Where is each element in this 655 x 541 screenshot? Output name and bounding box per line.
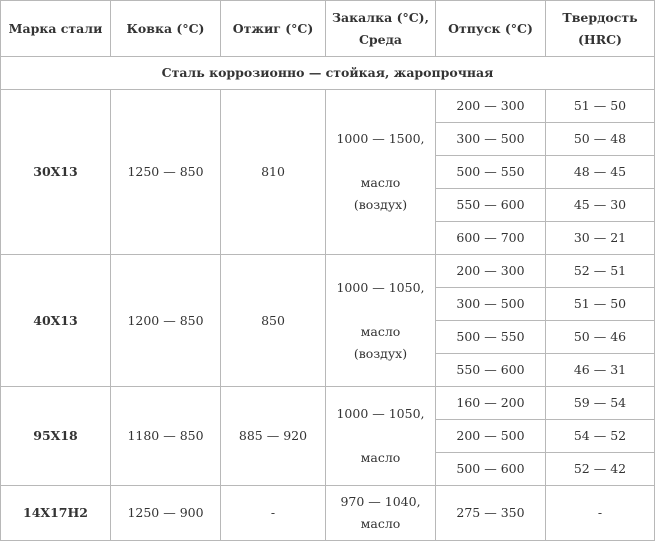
- hardness-cell: 50 — 48: [546, 123, 655, 156]
- tempering-cell: 200 — 300: [436, 90, 546, 123]
- table-row: [1, 255, 655, 288]
- table-row: [1, 486, 655, 541]
- quench-temp: 970 — 1040,: [340, 494, 421, 509]
- header-forging: Ковка (°С): [111, 1, 221, 57]
- quench-medium: масло: [360, 450, 401, 465]
- tempering-cell: 200 — 300: [436, 255, 546, 288]
- annealing-cell: -: [221, 486, 326, 541]
- tempering-cell: 600 — 700: [436, 222, 546, 255]
- quench-medium-alt: (воздух): [353, 345, 408, 361]
- section-row: [1, 57, 655, 90]
- forging-cell: 1250 — 900: [111, 486, 221, 541]
- annealing-cell: 810: [221, 90, 326, 255]
- header-hardness: [546, 1, 655, 57]
- header-quenching-line1: Закалка (°С),: [332, 9, 429, 25]
- annealing-cell: 885 — 920: [221, 387, 326, 486]
- forging-cell: 1250 — 850: [111, 90, 221, 255]
- tempering-cell: 200 — 500: [436, 420, 546, 453]
- tempering-cell: 500 — 600: [436, 453, 546, 486]
- quench-temp: 1000 — 1050,: [336, 406, 425, 421]
- hardness-cell: 30 — 21: [546, 222, 655, 255]
- tempering-cell: 300 — 500: [436, 123, 546, 156]
- table-row: [1, 387, 655, 420]
- quench-medium: масло: [360, 516, 401, 531]
- section-title: Сталь коррозионно — стойкая, жаропрочная: [1, 57, 655, 90]
- hardness-cell: 46 — 31: [546, 354, 655, 387]
- header-tempering: Отпуск (°С): [436, 1, 546, 57]
- hardness-cell: 45 — 30: [546, 189, 655, 222]
- quenching-cell: [326, 255, 436, 387]
- tempering-cell: 500 — 550: [436, 321, 546, 354]
- hardness-cell: 52 — 42: [546, 453, 655, 486]
- hardness-cell: 48 — 45: [546, 156, 655, 189]
- quenching-cell: [326, 90, 436, 255]
- hardness-cell: 51 — 50: [546, 288, 655, 321]
- quench-temp: 1000 — 1500,: [336, 131, 425, 146]
- forging-cell: 1180 — 850: [111, 387, 221, 486]
- header-row: [1, 1, 655, 57]
- tempering-cell: 550 — 600: [436, 354, 546, 387]
- hardness-cell: 50 — 46: [546, 321, 655, 354]
- quench-temp: 1000 — 1050,: [336, 279, 425, 295]
- hardness-cell: 52 — 51: [546, 255, 655, 288]
- quench-medium: масло: [360, 323, 401, 339]
- tempering-cell: 275 — 350: [436, 486, 546, 541]
- header-quenching-line2: Среда: [358, 31, 403, 47]
- quench-medium: масло: [360, 175, 401, 190]
- hardness-cell: -: [546, 486, 655, 541]
- tempering-cell: 300 — 500: [436, 288, 546, 321]
- header-hardness-line1: Твердость: [562, 9, 638, 25]
- tempering-cell: 160 — 200: [436, 387, 546, 420]
- annealing-cell: 850: [221, 255, 326, 387]
- tempering-cell: 550 — 600: [436, 189, 546, 222]
- hardness-cell: 59 — 54: [546, 387, 655, 420]
- forging-cell: 1200 — 850: [111, 255, 221, 387]
- hardness-cell: 51 — 50: [546, 90, 655, 123]
- steel-grade: 30Х13: [1, 90, 111, 255]
- header-grade: Марка стали: [1, 1, 111, 57]
- quench-medium-alt: (воздух): [353, 197, 408, 212]
- steel-grade: 14Х17Н2: [1, 486, 111, 541]
- tempering-cell: 500 — 550: [436, 156, 546, 189]
- steel-grade: 95Х18: [1, 387, 111, 486]
- quenching-cell: [326, 486, 436, 541]
- header-quenching: [326, 1, 436, 57]
- steel-grade: 40Х13: [1, 255, 111, 387]
- hardness-cell: 54 — 52: [546, 420, 655, 453]
- header-annealing: Отжиг (°С): [221, 1, 326, 57]
- header-hardness-line2: (HRC): [578, 31, 622, 47]
- quenching-cell: [326, 387, 436, 486]
- table-row: [1, 90, 655, 123]
